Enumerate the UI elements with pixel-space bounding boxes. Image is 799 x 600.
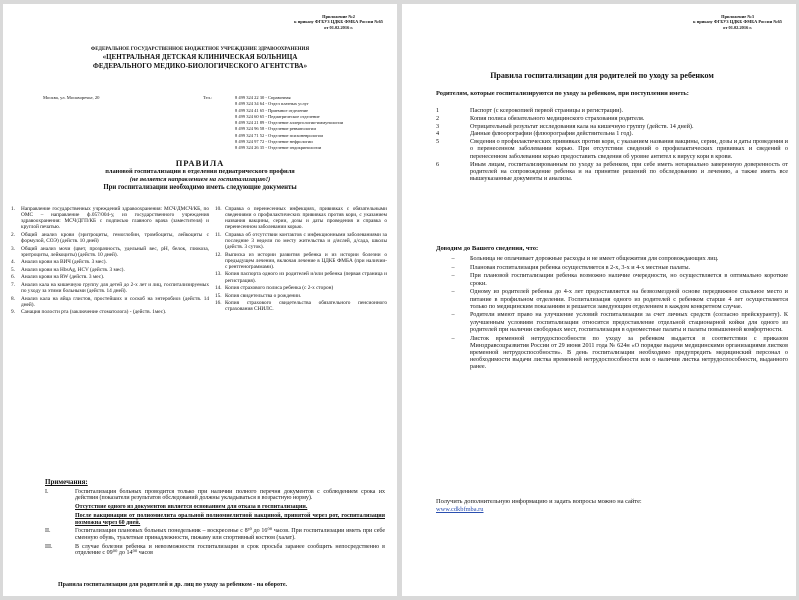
list-item: 5 Сведения о профилактических прививках против кори, с указанием названия вакцины, серии, дозы и даты проведения и о перенесенном заболевании корью. При отсутствии сведений о профилактических прививках и сведений о перенесенном заболевании корью предоставить сведения об уровне антител к вирусу кори в крови. (436, 138, 788, 160)
list-item: 2. Общий анализ крови (эритроциты, гемоглобин, тромбоциты, лейкоциты с формулой, СОЭ) (действ. 10 дней) (11, 231, 209, 244)
notice-heading: Доводим до Вашего сведения, что: (436, 245, 539, 252)
contact-info: Получить дополнительную информацию и задать вопросы можно на сайте: www.cdkbfmba.ru (436, 498, 788, 513)
right-page (402, 4, 796, 596)
appendix-note-right: Приложение №3 к приказу ФГБУЗ ЦДКБ ФМБА России №65 от 01.02.2016 г. (693, 14, 782, 30)
footer-note: Правила госпитализации для родителей и др. лиц по уходу за ребенком - на обороте. (58, 582, 288, 588)
address: Москва, ул. Москворечье, 20 (43, 95, 100, 100)
phone-line: 8 499 324 26 35 - Отделение эндокринологии (235, 145, 322, 151)
phone-line: 8 499 324 22 30 - Справочная (235, 95, 291, 100)
list-item: 12. Выписка из истории развития ребенка и из истории болезни о предыдущем лечении, включая лечение в ЦДКБ ФМБА (при наличии- с рентгенограммами). (215, 251, 387, 270)
notice-list (436, 255, 788, 372)
appendix-note-left: Приложение №2 к приказу ФГБУЗ ЦДКБ ФМБА России №65 от 01.02.2016 г. (294, 14, 383, 30)
note-item: II. Госпитализация плановых больных понедельник – воскресенье с 8³⁰ до 16⁰⁰ часов. При госпитализации иметь при себе сменную обувь, туалетные принадлежности, пижаму или спортивный костюм (халат). (45, 528, 385, 541)
dash-icon: – (451, 311, 455, 319)
note-item: После вакцинации от полиомиелита оральной полиомиелитной вакциной, принятой через рот, госпитализация возможна через 60 дней. (75, 512, 385, 526)
list-item: 5. Анализ крови на HbsAg, HCV (действ. 3 мес). (11, 266, 125, 273)
list-item: 9. Санация полости рта (заключение стоматолога) - (действ. 1мес). (11, 309, 167, 316)
notes-section (45, 479, 385, 559)
notes-heading: Примечания: (45, 478, 88, 486)
phone-line: 8 499 324 41 65 - Приемное отделение (235, 107, 309, 113)
dash-icon: – (451, 288, 455, 296)
list-item: – Плановая госпитализация ребенка осуществляется в 2-х, 3-х и 4-х местные палаты. (436, 264, 788, 271)
rules-title: ПРАВИЛА плановой госпитализации в отделения педиатрического профиля (не является направлением на госпитализацию!) При госпитализации необходимо иметь следующие документы (103, 158, 297, 191)
list-item: 4. Анализ крови на ВИЧ (действ. 3 мес). (11, 259, 107, 266)
phone-line: 8 499 324 21 89 - Отделение аллергологии-иммунологии (235, 120, 344, 126)
phone-list (235, 95, 343, 152)
dash-icon: – (451, 255, 455, 262)
phone-line: 8 499 324 60 65 - Педиатрическое отделение (235, 113, 320, 119)
list-item: 13. Копия паспорта одного из родителей и/или ребенка (первая страница и регистрация). (215, 271, 387, 284)
parents-intro: Родителям, которые госпитализируются по уходу за ребенком, при поступлении иметь: (436, 90, 689, 97)
website-link[interactable]: www.cdkbfmba.ru (436, 505, 484, 513)
dash-icon: – (451, 263, 455, 271)
phone-label: Тел.: (203, 95, 213, 100)
phone-line: 8 499 324 34 64 - Отдел платных услуг (235, 101, 309, 107)
note-item: I. Госпитализация больных проводится только при наличии полного перечня документов с соблюдением срока их действия (показатели результатов обследований должны укладываться в возрастную норму). (45, 488, 385, 502)
list-item: 15. Копия свидетельства о рождении. (215, 292, 302, 299)
list-item: 16. Копия страхового свидетельства обязательного пенсионного страхования СНИЛС. (215, 300, 387, 313)
list-item: 14. Копия страхового полиса ребенка (с 2-х сторон) (215, 285, 334, 292)
list-item: 10. Справка о перенесенных инфекциях, прививках с обязательными сведениями о профилактических прививках против кори, с указанием названия вакцины, серии, дозы и даты проведения и справка о перенесенном заболевании корью. (215, 206, 387, 231)
phone-line: 8 499 324 96 58 - Отделение ревматологии (235, 126, 316, 132)
list-item: 11. Справка об отсутствии контактов с инфекционными заболеваниями за последние 3 недели по месту жительства и д/яслей, д/сада, школы (действ. 3 суток). (215, 231, 387, 251)
left-page (3, 4, 397, 596)
list-item: 6 Иным лицам, госпитализированным по уходу за ребенком, при себе иметь нотариально заверенную доверенность от родителей на сопровождение ребенка и на принятие решений по обследованию и лечению, а также иметь все вышеуказанные документы и анализы. (436, 160, 788, 183)
note-item: Отсутствие одного из документов является основанием для отказа в госпитализации. (75, 504, 308, 511)
list-item: – Родители имеют право на улучшение условий госпитализации за счет личных средств (согласно прейскуранту). К улучшенным условиям госпитализации относится предоставление отдельной стационарной койки для одного из родителей при наличии свободных мест, госпитализация в одноместные палаты и палаты повышенной комфортности. (436, 311, 788, 333)
list-item: – Листок временной нетрудоспособности по уходу за ребенком выдается в соответствии с приказом Минздравсоцразвития России от 29 июня 2011 года № 624н «О порядке выдачи медицинскими организациями листков временной нетрудоспособности». В день госпитализации необходимо предупредить медицинский персонал о необходимости выдачи листка временной нетрудоспособности или о наличии листка нетрудоспособности, выданного ранее. (436, 335, 788, 371)
document-list-col2 (215, 206, 387, 314)
list-item: 3. Общий анализ мочи (цвет, прозрачность, удельный вес, pH, белок, глюкоза, эритроциты, лейкоциты) (действ. 10 дней). (11, 245, 209, 258)
list-item: 6. Анализ крови на RW (действ. 3 мес). (11, 274, 105, 281)
list-item: – Больница не оплачивает дорожные расходы и не имеет общежития для сопровождающих лиц. (436, 255, 788, 262)
list-item: 3 Отрицательный результат исследования кала на кишечную группу (действ. 14 дней). (436, 122, 694, 130)
list-item: 2 Копия полиса обязательного медицинского страхования родителя. (436, 114, 645, 122)
phone-line: 8 499 324 97 72 - Отделение нефрологии (235, 139, 313, 145)
dash-icon: – (451, 334, 455, 342)
list-item: – При плановой госпитализации ребенка возможно наличие очередности, но осуществляется в оптимально короткие сроки. (436, 272, 788, 286)
list-item: 1. Направление государственных учреждений здравоохранения: МСЧ/ДМСЧ/КБ, по ОМС – направление ф.057/004-у, из государственного учреждения здравоохранения: МСЧ/ДГП/КБ с подписью главного врача (заместителя) и круглой печатью. (11, 206, 209, 231)
list-item: – Одному из родителей ребенка до 4-х лет предоставляется на безвозмездной основе передвижное спальное место и питание в профильном отделении. Госпитализация одного из родителей с ребенком старше 4 лет осуществляется только по медицинским показаниям и решается заведующим отделением в каждом конкретном случае. (436, 288, 788, 310)
parents-rules-title: Правила госпитализации для родителей по уходу за ребенком (490, 71, 714, 80)
organization-header: ФЕДЕРАЛЬНОЕ ГОСУДАРСТВЕННОЕ БЮДЖЕТНОЕ УЧРЕЖДЕНИЕ ЗДРАВООХРАНЕНИЯ «ЦЕНТРАЛЬНАЯ ДЕТСКАЯ КЛИНИЧЕСКАЯ БОЛЬНИЦА ФЕДЕРАЛЬНОГО МЕДИКО-БИОЛОГИЧЕСКОГО АГЕНТСТВА» (90, 47, 310, 70)
note-item: III. В случае болезни ребенка и невозможности госпитализации в срок просьба заранее сообщить непосредственно в отделение с 09⁰⁰ до 14⁰⁰ часов (45, 543, 385, 557)
list-item: 1 Паспорт (с ксерокопией первой страницы и регистрации). (436, 107, 624, 114)
dash-icon: – (451, 272, 455, 280)
list-item: 4 Данные флюорографии (флюорография действительна 1 год). (436, 130, 633, 138)
phone-line: 8 499 324 71 52 - Отделение психоневрологии (235, 132, 323, 138)
document-list-col1 (11, 206, 209, 317)
list-item: 7. Анализ кала на кишечную группу для детей до 2-х лет и лиц, госпитализируемых по уходу за этими больными (действ. 14 дней). (11, 282, 209, 295)
parents-document-list (436, 107, 788, 183)
list-item: 8. Анализ кала на яйца глистов, простейших и соскоб на энтеробиоз (действ. 14 дней). (11, 295, 209, 308)
